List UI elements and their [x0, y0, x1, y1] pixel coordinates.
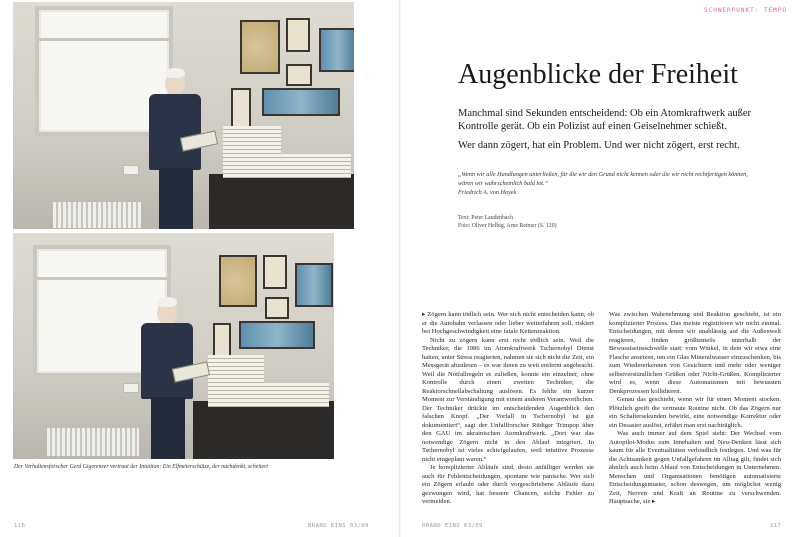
body-paragraph: Was auch immer auf dem Spiel steht: Der Wechsel vom Autopilot-Modus zum Innehalten und Neu-Denken lässt sich kaum für alle Eventualitäten verbindlich festlegen. Und was für die Achtsamkeit gegen Unfallgefahren im Alltag gilt, findet sich ähnlich auch beim Ablauf von Entscheidungen in Unternehmen. Menschen und Organisationen benötigen automatisierte Entscheidungsmuster, schon deswegen, um möglichst wenig Zeit, Nerven und Kraft an Routine zu verschwenden. Hauptsache, sie ▸ [609, 430, 781, 505]
article-lead-second: Wer dann zögert, hat ein Problem. Und wer nicht zögert, erst recht. [458, 140, 740, 151]
left-footer-magazine: BRAND EINS 03/09 [308, 523, 369, 529]
body-paragraph: Genau das geschieht, wenn wir für einen Moment stocken. Plötzlich greift die vertraute Routine nicht. Ob das Zögern nur ein Schaltersekunden bewirkt, eine notwendige Korrektur oder ein Desaster auslöst, erfährt man erst nachträglich. [609, 396, 781, 429]
body-column-2 [609, 311, 781, 507]
portrait-photo-top [13, 2, 354, 229]
photo-caption: Der Verhaltensforscher Gerd Gigerenzer vertraut der Intuition: Ein Elfmeterschütze, der nachdenkt, scheitert [14, 464, 268, 470]
article-lead: Manchmal sind Sekunden entscheidend: Ob ein Atomkraftwerk außer Kontrolle gerät. Ob ein Polizist auf einen Geiselnehmer schießt. [458, 108, 752, 132]
article-headline: Augenblicke der Freiheit [458, 59, 738, 90]
body-column-1 [422, 311, 594, 507]
page-gutter [399, 0, 401, 537]
right-page-number: 117 [770, 523, 782, 529]
left-page-number: 116 [14, 523, 26, 529]
section-kicker: SCHWERPUNKT: TEMPO [704, 7, 788, 14]
epigraph-author: Friedrich A. von Hayek [458, 189, 517, 196]
portrait-photo-bottom [13, 233, 334, 459]
body-paragraph: Was zwischen Wahrnehmung und Reaktion geschieht, ist ein komplizierter Prozess. Das meiste registrieren wir nicht einmal. Entscheidungen, mit denen wir unablässig auf die Außenwelt reagieren, finden größtenteils unterhalb der Bewusstseinsschwelle statt: vom Winkel, in dem wir etwa eine Flasche ansetzen, um ein Glas Mineralwasser einzuschenken, bis zum Wiedererkennen von Gesichtern und mehr oder weniger selbstverständlichen Grüßen oder Nicht-Grüßen. Komplizierter wird es, wenn diese Automatismen mit bewussten Denkprozessen kollidieren. [609, 311, 781, 395]
credit-photo: Foto: Oliver Helbig, Arne Reimer (S. 120) [458, 223, 557, 229]
body-paragraph: Nicht zu zögern kann erst recht tödlich sein. Weil die Techniker, die 1986 im Atomkraftwerk Tschernobyl Dienst hatten, unter Stress reagierten, nahmen sie sich nicht die Zeit, ein Messgerät abzulesen – es war ihnen zu weit entfernt angebracht. Weil die Notfallregeln es zuließen, konnte ein einzelner, ohne Kontrolle durch einen zweiten Techniker, die Reaktorschnellabschaltung auslösen. Es fehlte ein kurzer Moment zur Verständigung mit einem anderen Verantwortlichen. Der Techniker drückte im entscheidenden Augenblick den falschen Knopf. „Der Vorfall in Tschernobyl ist gut dokumentiert“, sagt der Unfallforscher Rüdiger Trimpop über den GAU im ukrainischen Atomkraftwerk. „Dort war das notwendige Zögern nicht in den Ablauf integriert. In Tschernobyl ist vieles schiefgelaufen, weil intuitive Prozesse nicht eingeplant waren.“ [422, 336, 594, 463]
body-paragraph: ▸ Zögern kann tödlich sein. Wer sich nicht entscheiden kann, ob er die Autobahn verlassen oder lieber weiterfahren soll, riskiert bei Hochgeschwindigkeit eine fatale Kettenreaktion. [422, 311, 594, 335]
body-paragraph: Je komplizierter Abläufe sind, desto anfälliger werden sie auch für Fehlentscheidungen, spontane wie panische. Wer sich ein Zögern erlaubt oder durch vorgeschriebene Abläufe dazu gezwungen wird, hat bessere Chancen, solche Fehler zu vermeiden. [422, 464, 594, 505]
credit-text: Text: Peter Laudenbach [458, 215, 513, 221]
right-footer-magazine: BRAND EINS 03/09 [422, 523, 483, 529]
epigraph-quote: „Wenn wir alle Handlungen unterließen, für die wir den Grund nicht kennen oder die wir nicht rechtfertigen können, wären wir wahrscheinlich bald tot.“ [458, 171, 748, 187]
